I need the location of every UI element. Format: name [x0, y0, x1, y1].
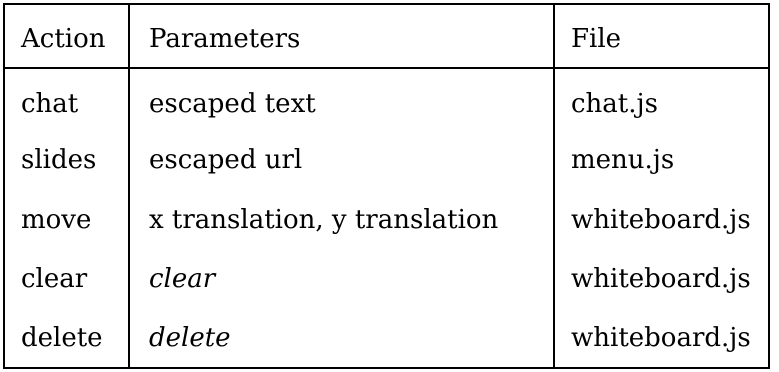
header-file: File — [571, 24, 622, 54]
cell-file: chat.js — [571, 89, 658, 119]
cell-file: whiteboard.js — [571, 323, 751, 353]
header-action: Action — [21, 24, 106, 54]
cell-parameters: escaped text — [149, 89, 316, 119]
cell-action: chat — [21, 89, 79, 119]
cell-action: clear — [21, 264, 88, 294]
cell-file: whiteboard.js — [571, 264, 751, 294]
cell-action: move — [21, 205, 92, 235]
cell-parameters: escaped url — [149, 145, 303, 175]
header-parameters: Parameters — [149, 24, 301, 54]
column-divider — [553, 5, 555, 367]
cell-parameters: clear — [149, 264, 216, 294]
cell-parameters: delete — [149, 323, 231, 353]
cell-action: delete — [21, 323, 103, 353]
actions-table — [3, 3, 770, 369]
cell-file: menu.js — [571, 145, 675, 175]
cell-file: whiteboard.js — [571, 205, 751, 235]
header-divider — [5, 67, 768, 69]
cell-parameters: x translation, y translation — [149, 205, 499, 235]
column-divider — [128, 5, 130, 367]
cell-action: slides — [21, 145, 97, 175]
